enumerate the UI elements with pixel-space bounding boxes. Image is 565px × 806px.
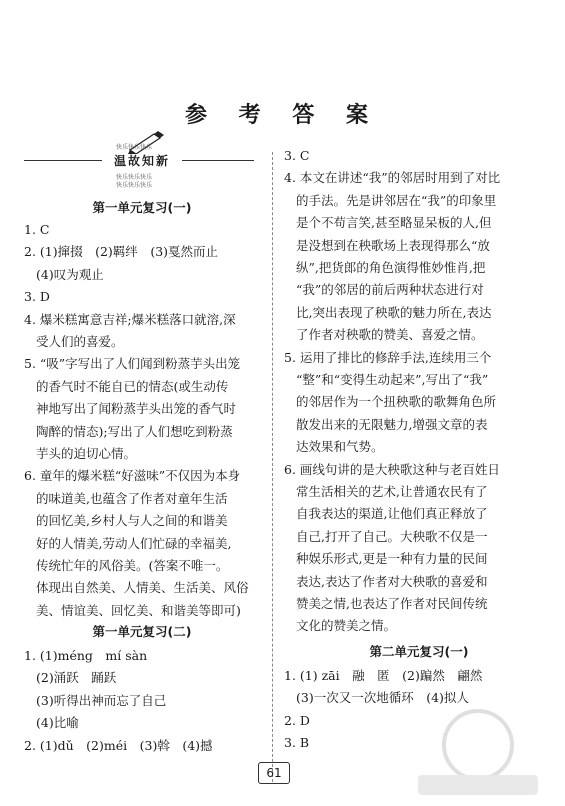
answer-line: 3. D xyxy=(24,289,50,305)
column-divider xyxy=(272,152,273,782)
answer-line: 散发出来的无限魅力,增强文章的表 xyxy=(296,416,488,432)
answer-line: “我”的邻居的前后两种状态进行对 xyxy=(296,282,484,298)
section-title-unit2-review1: 第二单元复习(一) xyxy=(369,644,469,659)
answer-line: 6. 童年的爆米糕“好滋味”不仅因为本身 xyxy=(24,468,241,484)
watermark-logo xyxy=(398,705,558,803)
answer-line: 5. “吸”字写出了人们闻到粉蒸芋头出笼 xyxy=(24,356,241,372)
answer-line: 文化的赞美之情。 xyxy=(296,618,397,634)
answer-line: 种娱乐形式,更是一种有力量的民间 xyxy=(296,551,488,567)
answer-line: “整”和“变得生动起来”,写出了“我” xyxy=(296,372,489,387)
page-number: 61 xyxy=(258,762,290,784)
answer-line: (2)涌跃 踊跃 xyxy=(36,670,117,686)
answer-line: 比,突出表现了秧歌的魅力所在,表达 xyxy=(296,304,492,320)
answer-line: 自我表达的渠道,让他们真正释放了 xyxy=(296,506,488,522)
answer-line: 是没想到在秧歌场上表现得那么“放 xyxy=(296,237,490,253)
answer-line: 的手法。先是讲邻居在“我”的印象里 xyxy=(296,192,497,208)
answer-line: 表达,表达了作者对大秧歌的喜爱和 xyxy=(296,573,488,589)
answer-line: 芋头的迫切心情。 xyxy=(36,446,137,461)
answer-line: 的回忆美,乡村人与人之间的和谐美 xyxy=(36,513,228,529)
answer-line: 了作者对秧歌的赞美、喜爱之情。 xyxy=(296,327,484,343)
answer-line: 3. B xyxy=(284,735,310,751)
section-title-unit1-review2: 第一单元复习(二) xyxy=(92,624,192,639)
answer-line: (4)叹为观止 xyxy=(36,266,104,282)
answer-line: 的邻居作为一个扭秧歌的歌舞角色所 xyxy=(296,394,497,410)
answer-line: 的味道美,也蕴含了作者对童年生活 xyxy=(36,490,228,506)
answer-line: (3)听得出神而忘了自己 xyxy=(36,692,167,708)
answer-line: 4. 本文在讲述“我”的邻居时用到了对比 xyxy=(284,170,501,186)
answer-line: 是个不苟言笑,甚至略显呆板的人,但 xyxy=(296,215,492,231)
answer-line: 1. C xyxy=(24,222,50,237)
answer-line: 1. (1) zāi 融 匿 (2)蹁然 翩然 xyxy=(284,668,483,683)
section-title-unit1-review1: 第一单元复习(一) xyxy=(92,200,192,215)
answer-line: 受人们的喜爱。 xyxy=(36,334,124,349)
answer-line: 达效果和气势。 xyxy=(296,439,384,455)
answer-line: 神地写出了闻粉蒸芋头出笼的香气时 xyxy=(36,401,237,417)
logo-badge: 温故知新 xyxy=(113,154,170,168)
answer-line: 1. (1)méng mí sàn xyxy=(24,648,148,663)
answer-line: 陶醉的情态);写出了人们想吃到粉蒸 xyxy=(36,423,233,439)
logo-rule-right xyxy=(182,160,254,161)
answer-line: 传统忙年的风俗美。(答案不唯一。 xyxy=(36,558,229,573)
review-logo xyxy=(24,128,254,190)
answer-line: 体现出自然美、人情美、生活美、风俗 xyxy=(36,580,249,596)
page-title: 参 考 答 案 xyxy=(185,103,380,128)
answer-line: 2. (1)dǔ (2)méi (3)斡 (4)撼 xyxy=(24,737,213,753)
answer-line: 5. 运用了排比的修辞手法,连续用三个 xyxy=(284,349,492,365)
answer-line: 的香气时不能自已的情态(或生动传 xyxy=(36,378,229,394)
answer-line: 赞美之情,也表达了作者对民间传统 xyxy=(296,596,488,611)
answer-line: 4. 爆米糕寓意吉祥;爆米糕落口就溶,深 xyxy=(24,311,236,327)
logo-tag-top: 快乐快乐快乐 xyxy=(116,144,153,151)
logo-tag-mid: 快乐快乐快乐 xyxy=(116,174,153,181)
answer-line: 美、情谊美、回忆美、和谐美等即可) xyxy=(36,602,241,618)
answer-line: 好的人情美,劳动人们忙碌的幸福美, xyxy=(36,535,232,551)
answer-line: 纵”,把货郎的角色演得惟妙惟肖,把 xyxy=(296,260,486,275)
answer-line: 常生活相关的艺术,让普通农民有了 xyxy=(296,484,488,499)
answer-line: 3. C xyxy=(284,148,310,163)
answer-line: (3)一次又一次地循环 (4)拟人 xyxy=(296,690,469,706)
answer-line: 6. 画线句讲的是大秧歌这种与老百姓日 xyxy=(284,461,500,477)
answer-line: 2. (1)撺掇 (2)羁绊 (3)戛然而止 xyxy=(24,244,219,260)
answer-line: 自己,打开了自己。大秧歌不仅是一 xyxy=(296,528,488,544)
answer-line: (4)比喻 xyxy=(36,715,79,731)
answer-line: 2. D xyxy=(284,712,310,728)
logo-rule-left xyxy=(24,160,102,161)
logo-tag-bottom: 快乐快乐快乐 xyxy=(116,182,153,189)
